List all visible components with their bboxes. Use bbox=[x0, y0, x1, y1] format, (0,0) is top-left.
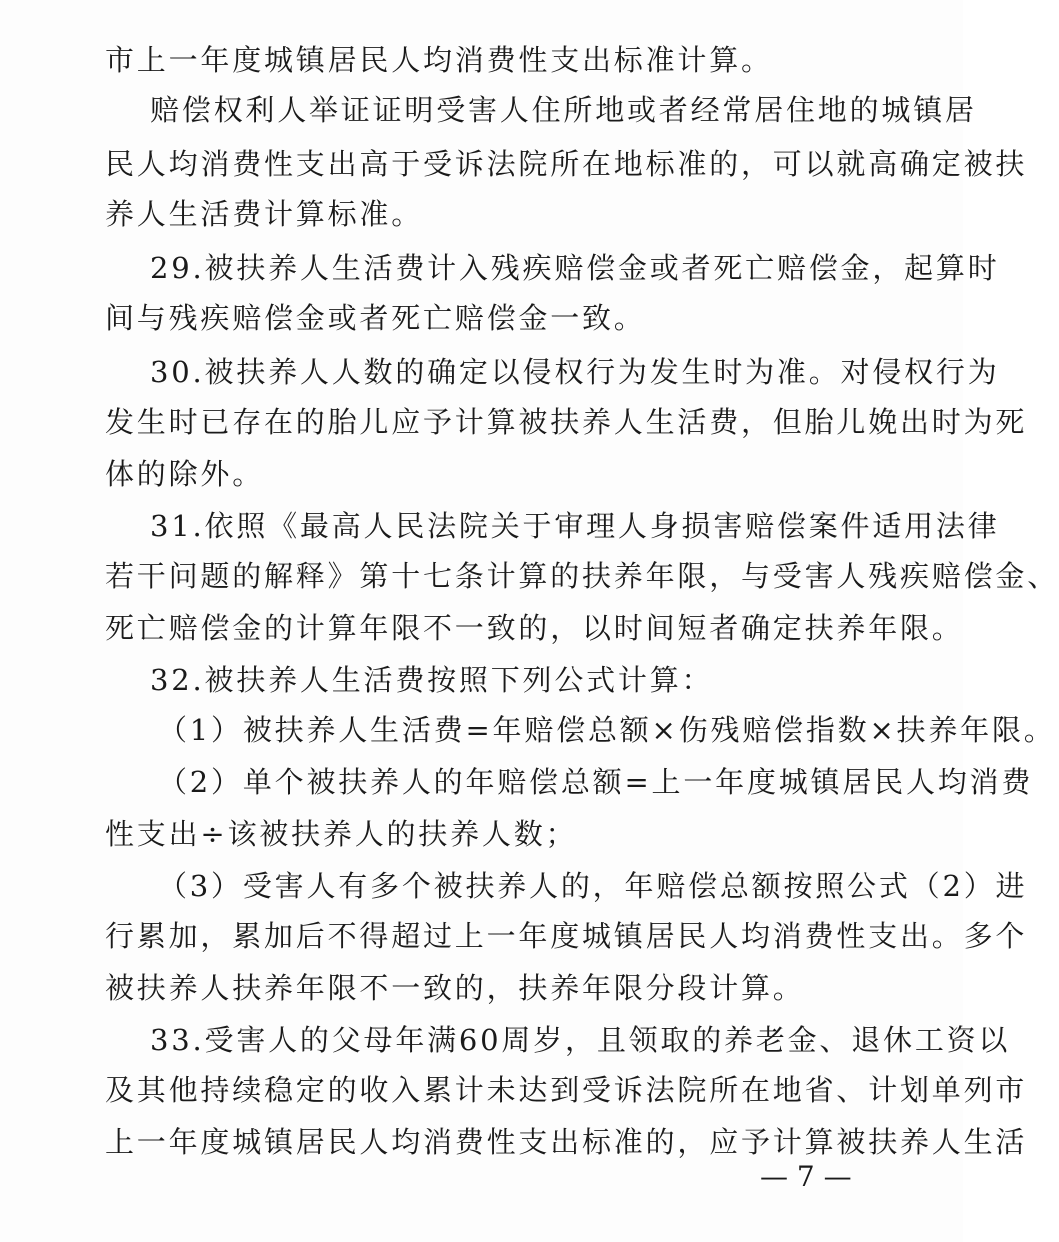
text-line-18: 行累加，累加后不得超过上一年度城镇居民人均消费性支出。多个 bbox=[105, 919, 1028, 953]
text-line-4: 养人生活费计算标准。 bbox=[105, 197, 424, 231]
text-line-2: 赔偿权利人举证证明受害人住所地或者经常居住地的城镇居 bbox=[150, 93, 977, 127]
text-line-14: （1）被扶养人生活费=年赔偿总额×伤残赔偿指数×扶养年限。 bbox=[158, 713, 1056, 747]
text-line-16: 性支出÷该被扶养人的扶养人数； bbox=[105, 817, 578, 851]
text-line-19: 被扶养人扶养年限不一致的，扶养年限分段计算。 bbox=[105, 971, 805, 1005]
text-line-21: 及其他持续稳定的收入累计未达到受诉法院所在地省、计划单列市 bbox=[105, 1073, 1028, 1107]
text-line-8: 发生时已存在的胎儿应予计算被扶养人生活费，但胎儿娩出时为死 bbox=[105, 405, 1028, 439]
text-line-13: 32.被扶养人生活费按照下列公式计算： bbox=[150, 663, 714, 697]
text-line-5: 29.被扶养人生活费计入残疾赔偿金或者死亡赔偿金，起算时 bbox=[150, 251, 1000, 285]
text-line-17: （3）受害人有多个被扶养人的，年赔偿总额按照公式（2）进 bbox=[158, 869, 1028, 903]
text-line-10: 31.依照《最高人民法院关于审理人身损害赔偿案件适用法律 bbox=[150, 509, 1000, 543]
text-line-22: 上一年度城镇居民人均消费性支出标准的，应予计算被扶养人生活 bbox=[105, 1125, 1028, 1159]
text-line-9: 体的除外。 bbox=[105, 457, 265, 491]
page-number: — 7 — bbox=[760, 1160, 852, 1193]
text-line-6: 间与残疾赔偿金或者死亡赔偿金一致。 bbox=[105, 301, 646, 335]
text-line-12: 死亡赔偿金的计算年限不一致的，以时间短者确定扶养年限。 bbox=[105, 611, 964, 645]
text-line-11: 若干问题的解释》第十七条计算的扶养年限，与受害人残疾赔偿金、 bbox=[105, 559, 1059, 593]
text-line-15: （2）单个被扶养人的年赔偿总额=上一年度城镇居民人均消费 bbox=[158, 765, 1034, 799]
text-line-1: 市上一年度城镇居民人均消费性支出标准计算。 bbox=[105, 43, 773, 77]
text-line-3: 民人均消费性支出高于受诉法院所在地标准的，可以就高确定被扶 bbox=[105, 147, 1028, 181]
text-line-7: 30.被扶养人人数的确定以侵权行为发生时为准。对侵权行为 bbox=[150, 355, 1000, 389]
text-line-20: 33.受害人的父母年满60周岁，且领取的养老金、退休工资以 bbox=[150, 1023, 1011, 1057]
